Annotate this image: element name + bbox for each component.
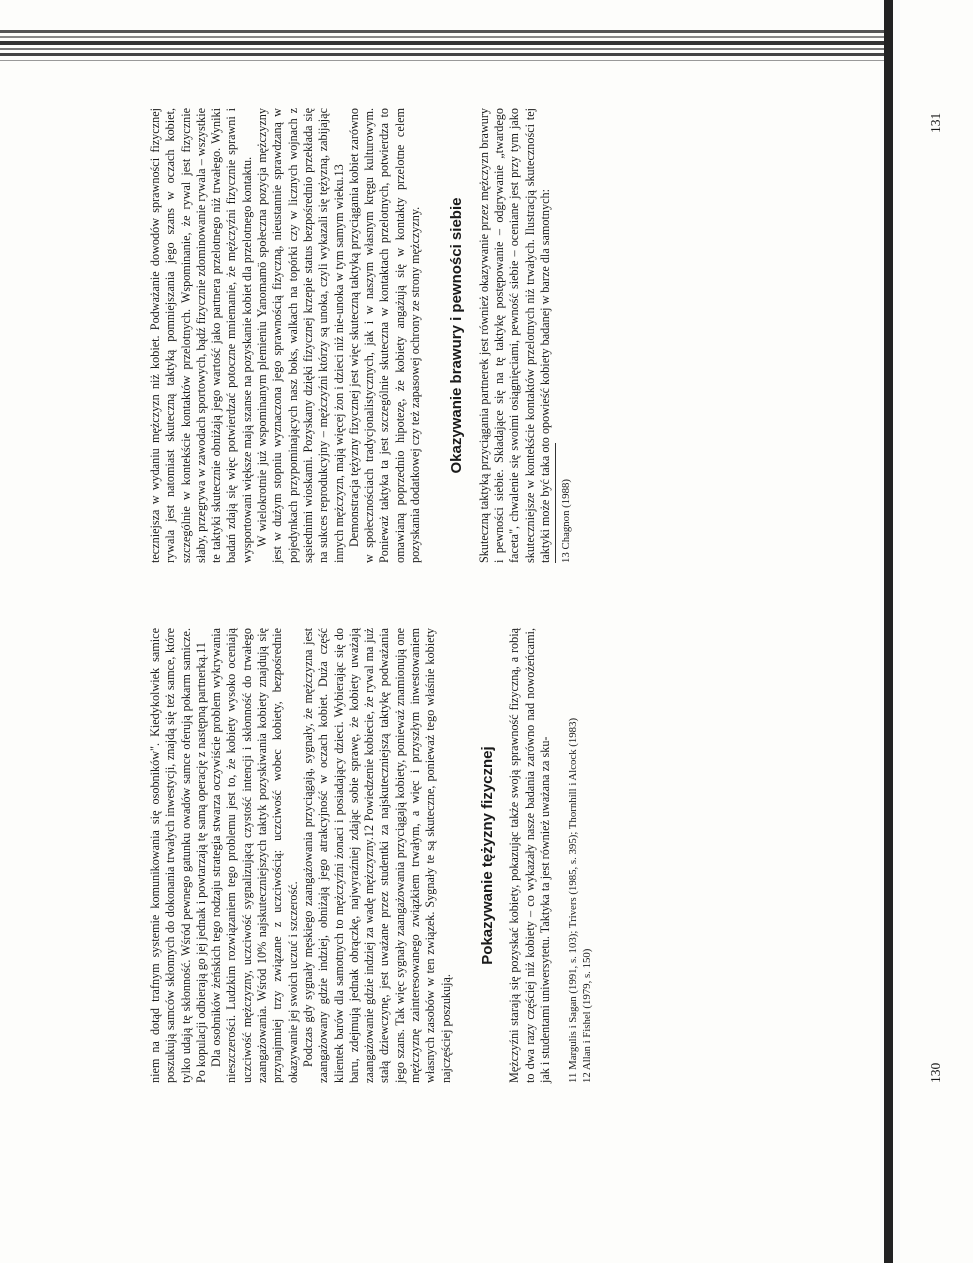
section-heading: Pokazywanie tężyzny fizycznej [478, 746, 496, 965]
footnote-rule [555, 443, 556, 563]
page-number: 130 [928, 1062, 943, 1083]
page-number: 131 [928, 112, 943, 133]
right-page [148, 108, 918, 563]
paragraph: niem na dotąd trafnym systemie komunikowania się osobników". Kiedykolwiek samice poszukują samców skłonnych do dokonania trwałych inwestycji, znajdą się też samce, które tylko udają tę skłonność. Wśród pewnego gatunku owadów samce oferują pokarm samicze. Po kopulacji odbierają go jej jednak i powtarzają tę samą operację z następną partnerką.11 [148, 628, 208, 1083]
section-heading: Okazywanie brawury i pewności siebie [448, 197, 466, 474]
footnote: 13 Chagnon (1988) [560, 479, 573, 563]
paragraph: Mężczyźni starają się pozyskać kobiety, pokazując także swoją sprawność fizyczną, a robią to dwa razy częściej niż kobiety – co wykazały nasze badania zarówno nad nowożeńcami, jak i studentami uniwersytetu. Taktyka ta jest również uważana za sku- [507, 628, 552, 1083]
paragraph: Podczas gdy sygnały męskiego zaangażowania przyciągają, sygnały, że mężczyzna jest zaangażowany gdzie indziej, obniżają jego atrakcyjność w oczach kobiet. Duża część klientek barów dla samotnych to mężczyźni żonaci i posiadający dzieci. Wybierając się do baru, zdejmują jednak obrączkę, najwyraźniej zdając sobie sprawę, że kobiety uważają zaangażowanie gdzie indziej za wadę mężczyzny.12 Powiedzenie kobiecie, że rywal ma już stałą dziewczynę, jest uważane przez studentki za najskuteczniejszą taktykę podważania jego szans. Tak więc sygnały zaangażowania przyciągają kobiety, ponieważ znamionują one mężczyznę zainteresowanego związkiem trwałym, a więc i przyszłym inwestowaniem własnych zasobów w ten związek. Sygnały te są skuteczne, ponieważ tego właśnie kobiety najczęściej poszukują. [300, 628, 453, 1083]
paragraph: W wielokrotnie już wspominanym plemieniu Yanomamö społeczna pozycja mężczyzny jest w dużym stopniu wyznaczona jego sprawnością fizyczną, nieustannie sprawdzaną w pojedynkach przypominających nasz boks, walkach na topórki czy w licznych wojnach z sąsiednimi wioskami. Pozyskany dzięki fizycznej krzepie status bezpośrednio przekłada się na sukces reprodukcyjny – mężczyźni którzy są unoka, czyli wykazali się tężyzną, zabijając innych mężczyzn, mają więcej żon i dzieci niż nie-unoka w tym samym wieku.13 [255, 108, 346, 563]
footnote: 12 Allan i Fishel (1979, s. 150) [580, 948, 593, 1083]
paragraph: Skuteczną taktyką przyciągania partnerek jest również okazywanie przez mężczyzn brawury i pewności siebie. Składające się na tę taktykę postępowanie – odgrywanie „twardego faceta", chwalenie się swoimi osiągnięciami, pewność siebie – oceniane jest przy tym jako skuteczniejsze w kontekście kontaktów przelotnych niż trwałych. Ilustracją skuteczności tej taktyki może być taka oto opowieść kobiety badanej w barze dla samotnych: [476, 108, 552, 563]
book-spread [120, 40, 973, 1173]
left-page [148, 628, 918, 1083]
paragraph: Demonstracja tężyzny fizycznej jest więc skuteczną taktyką przyciągania kobiet zarówno w społecznościach tradycjonalistycznych, jak i w naszym własnym kręgu kulturowym. Ponieważ taktyka ta jest szczególnie skuteczna w kontaktach przelotnych, potwierdza to omawianą poprzednio hipotezę, że kobiety angażują się w kontakty przelotne celem pozyskania dodatkowej czy też zapasowej ochrony ze strony mężczyzny. [346, 108, 423, 563]
paragraph: Dla osobników żeńskich tego rodzaju strategia stwarza oczywiście problem wykrywania nieszczerości. Ludzkim rozwiązaniem tego problemu jest to, że kobiety wysoko oceniają uczciwość mężczyzny, uczciwość sygnalizującą czystość intencji i skłonność do trwałego zaangażowania. Wśród 10% najskuteczniejszych taktyk pozyskiwania kobiety znajdują się przynajmniej trzy związane z uczciwością: uczciwość wobec kobiety, bezpośrednie okazywanie jej swoich uczuć i szczerość. [209, 628, 300, 1083]
paragraph: teczniejsza w wydaniu mężczyzn niż kobiet. Podważanie dowodów sprawności fizycznej rywala jest natomiast skuteczną taktyką pomniejszania jego szans w oczach kobiet, szczególnie w kontekście kontaktów przelotnych. Wspominanie, że rywal jest fizycznie słaby, przegrywa w zawodach sportowych, bądź fizycznie zdominowanie rywala – wszystkie te taktyki skutecznie obniżają jego wartość jako partnera przelotnego niż trwałego. Wyniki badań zdają się więc potwierdzać potoczne mniemanie, że mężczyźni fizycznie sprawni i wysportowani większe mają szanse na pozyskanie kobiet dla przelotnego kontaktu. [148, 108, 254, 563]
footnote: 11 Margulis i Sagan (1991, s. 103); Trivers (1985, s. 395); Thornhill i Alcock (1983) [567, 717, 580, 1083]
